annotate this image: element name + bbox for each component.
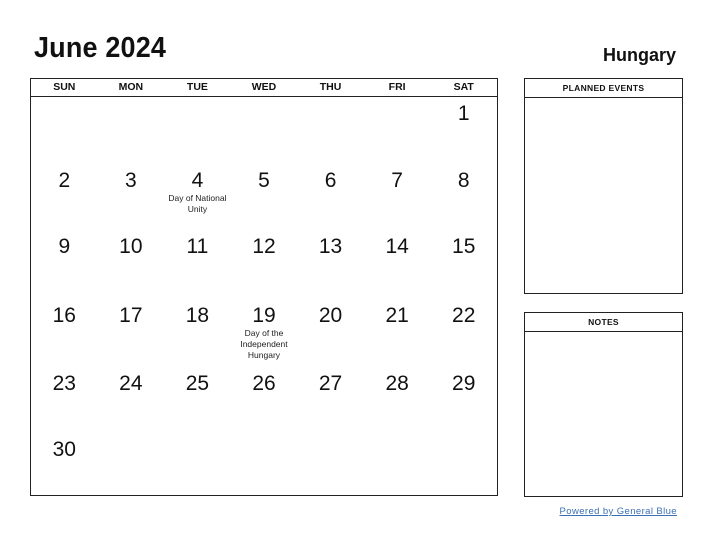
day-cell (364, 230, 431, 299)
empty-day-cell (364, 97, 431, 164)
day-cell (31, 299, 98, 367)
empty-day-cell (98, 433, 165, 495)
day-number: 4 (191, 169, 204, 192)
weekday-label: MON (118, 81, 144, 93)
day-number: 21 (385, 304, 409, 327)
powered-by-link[interactable]: Powered by General Blue (559, 506, 677, 517)
day-cell (297, 367, 364, 433)
day-cell (231, 164, 298, 230)
day-number: 24 (119, 372, 143, 395)
planned-events-panel (524, 78, 683, 294)
empty-day-cell (98, 97, 165, 164)
day-number: 5 (258, 169, 270, 192)
day-cell (164, 299, 231, 367)
week-row (31, 164, 497, 230)
day-cell (31, 433, 98, 495)
weekday-label: THU (319, 81, 342, 93)
day-cell (364, 367, 431, 433)
day-cell (98, 164, 165, 230)
day-cell (430, 367, 497, 433)
notes-panel (524, 312, 683, 497)
day-number: 6 (324, 169, 337, 192)
weekday-label: WED (251, 81, 277, 93)
week-row (31, 367, 497, 433)
day-cell (31, 164, 98, 230)
empty-day-cell (364, 433, 431, 495)
weekday-label: TUE (186, 81, 208, 93)
planned-events-heading: PLANNED EVENTS (525, 79, 682, 98)
day-cell (164, 230, 231, 299)
weeks-container (31, 97, 497, 495)
day-number: 18 (185, 304, 210, 327)
day-number: 1 (457, 102, 470, 125)
country-name: Hungary (602, 45, 676, 65)
empty-day-cell (164, 433, 231, 495)
empty-day-cell (297, 97, 364, 164)
day-number: 17 (119, 304, 143, 327)
week-row (31, 230, 497, 299)
day-number: 22 (452, 304, 476, 327)
week-row (31, 433, 497, 495)
day-number: 23 (52, 372, 76, 395)
day-cell (31, 367, 98, 433)
day-number: 16 (52, 304, 76, 327)
day-number: 3 (125, 169, 137, 192)
day-cell (31, 230, 98, 299)
day-number: 25 (185, 372, 210, 395)
day-number: 26 (252, 372, 276, 395)
empty-day-cell (297, 433, 364, 495)
day-number: 13 (318, 235, 343, 258)
day-cell (297, 230, 364, 299)
day-number: 2 (58, 169, 71, 192)
day-cell (364, 299, 431, 367)
day-cell (231, 230, 298, 299)
empty-day-cell (231, 97, 298, 164)
day-number: 15 (452, 235, 476, 258)
day-cell (430, 97, 497, 164)
notes-heading: NOTES (525, 313, 682, 332)
day-number: 7 (391, 169, 403, 192)
day-cell (98, 367, 165, 433)
day-cell (231, 299, 298, 367)
day-number: 30 (52, 438, 76, 461)
empty-day-cell (231, 433, 298, 495)
day-number: 20 (318, 304, 343, 327)
weekday-header-row (31, 79, 497, 97)
empty-day-cell (430, 433, 497, 495)
day-number: 9 (58, 235, 71, 258)
day-cell (430, 230, 497, 299)
week-row (31, 299, 497, 367)
day-cell (164, 367, 231, 433)
calendar-title: June 2024 (34, 32, 167, 64)
day-number: 19 (252, 304, 276, 327)
day-number: 14 (385, 235, 409, 258)
day-cell (364, 164, 431, 230)
day-cell (98, 230, 165, 299)
day-number: 11 (186, 235, 209, 258)
empty-day-cell (31, 97, 98, 164)
day-cell (231, 367, 298, 433)
day-number: 10 (119, 235, 143, 258)
weekday-label: SUN (53, 81, 76, 93)
day-cell (164, 164, 231, 230)
empty-day-cell (164, 97, 231, 164)
day-number: 12 (252, 235, 276, 258)
weekday-label: SAT (453, 81, 474, 93)
week-row (31, 97, 497, 164)
day-cell (297, 299, 364, 367)
day-cell (430, 164, 497, 230)
day-number: 28 (385, 372, 409, 395)
day-number: 29 (452, 372, 476, 395)
day-number: 27 (318, 372, 343, 395)
day-cell (98, 299, 165, 367)
holiday-label: Day of the Independent Hungary (240, 328, 288, 360)
weekday-label: FRI (388, 81, 406, 93)
day-cell (430, 299, 497, 367)
calendar-grid (30, 78, 498, 496)
holiday-label: Day of National Unity (168, 193, 227, 214)
day-number: 8 (457, 169, 470, 192)
day-cell (297, 164, 364, 230)
